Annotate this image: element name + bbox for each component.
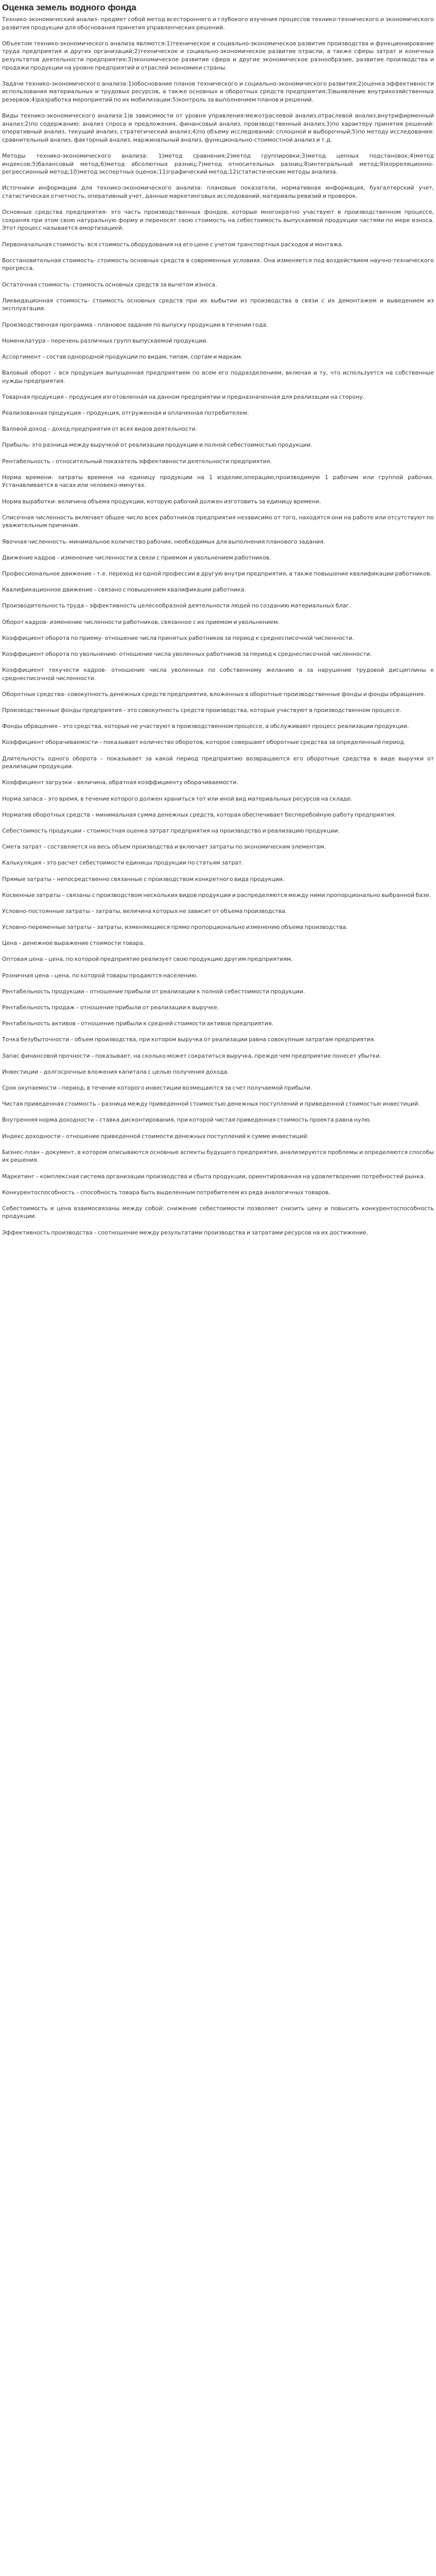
paragraph: Норма времени- затраты времени на единицу продукции на 1 изделие,операцию,производимую 1 рабочим или группой рабочих. Устанавливается в часах или человеко-минутах. (2, 473, 434, 489)
paragraph: Объектом технико-экономического анализа являются:1)техническое и социально-экономическое развитие производства и функционирование труда предприятия и других организаций;2)техническое и социально-экономическое развитие отрасли, а также сферы затрат и конечных результатов деятельности предприятия;3)экономическое развитие сфера и другие экономическое разнообразие, развитие производства и продажи продукции на уровне предприятий и отраслей экономики страны. (2, 40, 434, 71)
paragraph: Розничная цена – цена, по которой товары продаются населению. (2, 972, 198, 979)
paragraph: Норма запаса – это время, в течение которого должен храниться тот или иной вид материальных ресурсов на складе. (2, 795, 353, 802)
paragraph: Калькуляция – это расчет себестоимости единицы продукции по статьям затрат. (2, 859, 244, 867)
paragraph: Коэффициент оборачиваемости – показывает количество оборотов, которое совершают оборотные средства за определенный период. (2, 739, 406, 746)
paragraph: Себестоимость и цена взаимосвязаны между собой: снижение себестоимости позволяет снизить цену и повысить конкурентоспособность продукции. (2, 1205, 434, 1220)
paragraph: Смета затрат – составляется на весь объем производства и включает затраты по экономическим элементам. (2, 843, 326, 851)
paragraph: Прямые затраты – непосредственно связанные с производством конкретного вида продукции. (2, 875, 285, 883)
paragraph: Цена – денежное выражение стоимости товара. (2, 940, 145, 947)
paragraph: Основные средства предприятия- это часть производственных фондов, которые многократно участвуют в производственном процессе, сохраняя при этом свою натуральную форму и переносят свою стоимость на себестоимость выпускаемой продукции частями по мере износа. Этот процесс называется амортизацией. (2, 209, 434, 232)
paragraph: Маркетинг – комплексная система организации производства и сбыта продукции, ориентированная на удовлетворение потребностей рынка. (2, 1173, 426, 1180)
paragraph: Виды технико-экономического анализа:1)в зависимости от уровня управления:межотраслевой анализ,отраслевой анализ,внутрифирменный анализ;2)по содержанию: анализ спроса и предложения, финансовый анализ, производственный анализ;3)по характеру принятия решений: оперативный анализ, текущий анализ, стратегический анализ;4)по объему исследований: сплошной и выборочный;5)по методу исследования: сравнительный анализ, факторный анализ, маржинальный анализ, функционально-стоимостной анализ и т.д. (2, 112, 434, 143)
paragraph: Индекс доходности – отношение приведенной стоимости денежных поступлений к сумме инвестиций. (2, 1132, 309, 1140)
paragraph: Производственные фонды предприятия – это совокупность средств производства, которые участвуют в производственном процессе. (2, 707, 402, 714)
paragraph: Рентабельность – относительный показатель эффективности деятельности предприятия. (2, 457, 272, 465)
paragraph: Восстановительная стоимость- стоимость основных средств в современных условиях. Она изменяется под воздействием научно-технического прогресса. (2, 257, 434, 272)
paragraph: Фонды обращения – это средства, которые не участвуют в производственном процессе, а обслуживают процесс реализации продукции. (2, 723, 409, 730)
paragraph: Движение кадров – изменение численности в связи с приемом и увольнением работников. (2, 554, 271, 561)
paragraph: Срок окупаемости – период, в течение которого инвестиции возмещаются за счет получаемой прибыли. (2, 1084, 312, 1091)
paragraph: Рентабельность активов – отношение прибыли к средней стоимости активов предприятия. (2, 1020, 274, 1027)
paragraph: Себестоимость продукции – стоимостная оценка затрат предприятия на производство и реализацию продукции. (2, 827, 340, 834)
paragraph: Технико-экономический анализ- предмет собой метод всестороннего и глубокого изучения процессов технико-технического и экономического развития продукции для обоснования принятия управленческих решений. (2, 16, 434, 31)
paragraph: Эффективность производства – соотношение между результатами производства и затратами ресурсов на их достижение. (2, 1229, 369, 1236)
paragraph: Бизнес-план – документ, в котором описываются основные аспекты будущего предприятия, анализируются проблемы и определяются способы их решения. (2, 1148, 434, 1164)
paragraph: Коэффициент загрузки – величина, обратная коэффициенту оборачиваемости. (2, 779, 238, 786)
paragraph: Оборотные средства- совокупность денежных средств предприятия, вложенных в оборотные производственные фонды и фонды обращения. (2, 690, 426, 698)
paragraph: Валовый оборот – вся продукция выпущенная предприятием по всем его подразделениям, включая и ту, что используется на собственные нужды предприятия. (2, 369, 434, 384)
paragraph: Методы технико-экономического анализа: 1)метод сравнения;2)метод группировки;3)метод цепных подстановок;4)метод индексов;5)балансовый метод;6)метод абсолютных разниц;7)метод относительных разниц;8)интегральный метод;9)корреляционно-регрессионный метод;10)метод экспертных оценок;11)графический метод;12)статистические методы анализа. (2, 152, 434, 176)
paragraph: Внутренняя норма доходности – ставка дисконтирования, при которой чистая приведенная стоимость проекта равна нулю. (2, 1116, 372, 1124)
paragraph: Точка безубыточности – объем производства, при котором выручка от реализации равна совокупным затратам предприятия. (2, 1036, 376, 1043)
paragraph: Явочная численность- минимальное количество рабочих, необходимых для выполнения планового задания. (2, 538, 325, 545)
paragraph: Коэффициент текучести кадров- отношение числа уволенных по собственному желанию и за нарушение трудовой дисциплины к среднесписочной численности. (2, 667, 434, 682)
paragraph: Источники информации для технико-экономического анализа: плановые показатели, нормативная информация, бухгалтерский учет, статистическая отчетность, оперативный учет, данные маркетинговых исследований, материалы ревизий и проверок. (2, 184, 434, 200)
paragraph: Косвенные затраты – связаны с производством нескольких видов продукции и распределяются между ними пропорционально выбранной базе. (2, 891, 431, 899)
paragraph: Конкурентоспособность – способность товара быть выделенным потребителем из ряда аналогичных товаров. (2, 1189, 330, 1196)
paragraph: Длительность одного оборота – показывает за какой период предприятию возвращаются его оборотные средства в виде выручки от реализации продукции. (2, 755, 434, 770)
paragraph: Квалификационное движение – связано с повышением квалификации работника. (2, 586, 247, 594)
paragraph: Номенклатура – перечень различных групп выпускаемой продукции. (2, 337, 208, 344)
paragraph: Первоначальная стоимость- вся стоимость оборудования на его цене с учетом транспортных расходов и монтажа. (2, 241, 344, 248)
paragraph: Запас финансовой прочности – показывает, на сколько может сократиться выручка, прежде чем предприятие понесет убытки. (2, 1052, 381, 1059)
paragraph: Норма выработки- величина объема продукции, которую рабочий должен изготовить за единицу времени. (2, 498, 321, 505)
paragraph: Ликвидационная стоимость- стоимость основных средств при их выбытии из производства в связи с их демонтажем и выведением из эксплуатации. (2, 297, 434, 312)
paragraph: Условно-постоянные затраты – затраты, величина которых не зависит от объема производства. (2, 907, 287, 914)
paragraph: Коэффициент оборота по приему- отношение числа принятых работников за период к среднесписочной численности. (2, 634, 354, 641)
article-body (2, 15, 434, 1236)
paragraph: Профессиональное движение – т.е. переход из одной профессии в другую внутри предприятия, а также повышение квалификации работников. (2, 570, 432, 577)
paragraph: Товарная продукция – продукция изготовленная на данном предприятии и предназначенная для реализации на сторону. (2, 393, 365, 400)
paragraph: Оборот кадров- изменение численности работников, связанное с их приемом и увольнением. (2, 618, 280, 625)
paragraph: Валовой доход – доход предприятия от всех видов деятельности. (2, 426, 198, 433)
paragraph: Производительность труда – эффективность целесообразной деятельности людей по созданию материальных благ. (2, 602, 351, 609)
paragraph: Производственная программа – плановое задание по выпуску продукции в течении года. (2, 321, 268, 328)
paragraph: Задачи технико-экономического анализа:1)обоснование планов технического и социально-экономического развития;2)оценка эффективности использования материальных и трудовых ресурсов, а также основных и оборотных средств предприятия;3)выявление внутрихозяйственных резервов;4)разработка мероприятий по их мобилизации;5)контроль за выполнением планов и решений. (2, 80, 434, 103)
paragraph: Реализованная продукция – продукция, отгруженная и оплаченная потребителем. (2, 410, 249, 417)
paragraph: Списочная численность включает общее число всех работников предприятия независимо от того, находятся они на работе или отсутствуют по уважительным причинам. (2, 514, 434, 529)
paragraph: Остаточная стоимость- стоимость основных средств за вычетом износа. (2, 281, 217, 288)
paragraph: Коэффициент оборота по увольнению- отношение числа уволенных работников за период к среднесписочной численности. (2, 650, 372, 657)
paragraph: Оптовая цена – цена, по которой предприятие реализует свою продукцию другим предприятиям. (2, 956, 293, 963)
page-title: Оценка земель водного фонда (2, 3, 136, 12)
paragraph: Рентабельность продукции – отношение прибыли от реализации к полной себестоимости продукции. (2, 988, 305, 995)
paragraph: Прибыль- это разница между выручкой от реализации продукции и полной себестоимостью продукции. (2, 442, 312, 449)
paragraph: Рентабельность продаж – отношение прибыли от реализации к выручке. (2, 1004, 219, 1011)
paragraph: Чистая приведенная стоимость – разница между приведенной стоимостью денежных поступлений и приведенной стоимостью инвестиций. (2, 1100, 420, 1108)
paragraph: Норматив оборотных средств – минимальная сумма денежных средств, которая обеспечивает бесперебойную работу предприятия. (2, 811, 396, 818)
paragraph: Инвестиции – долгосрочные вложения капитала с целью получения дохода. (2, 1068, 230, 1075)
paragraph: Ассортимент – состав однородной продукции по видам, типам, сортам и маркам. (2, 353, 243, 360)
paragraph: Условно-переменные затраты – затраты, изменяющиеся прямо пропорционально изменению объема производства. (2, 924, 348, 931)
